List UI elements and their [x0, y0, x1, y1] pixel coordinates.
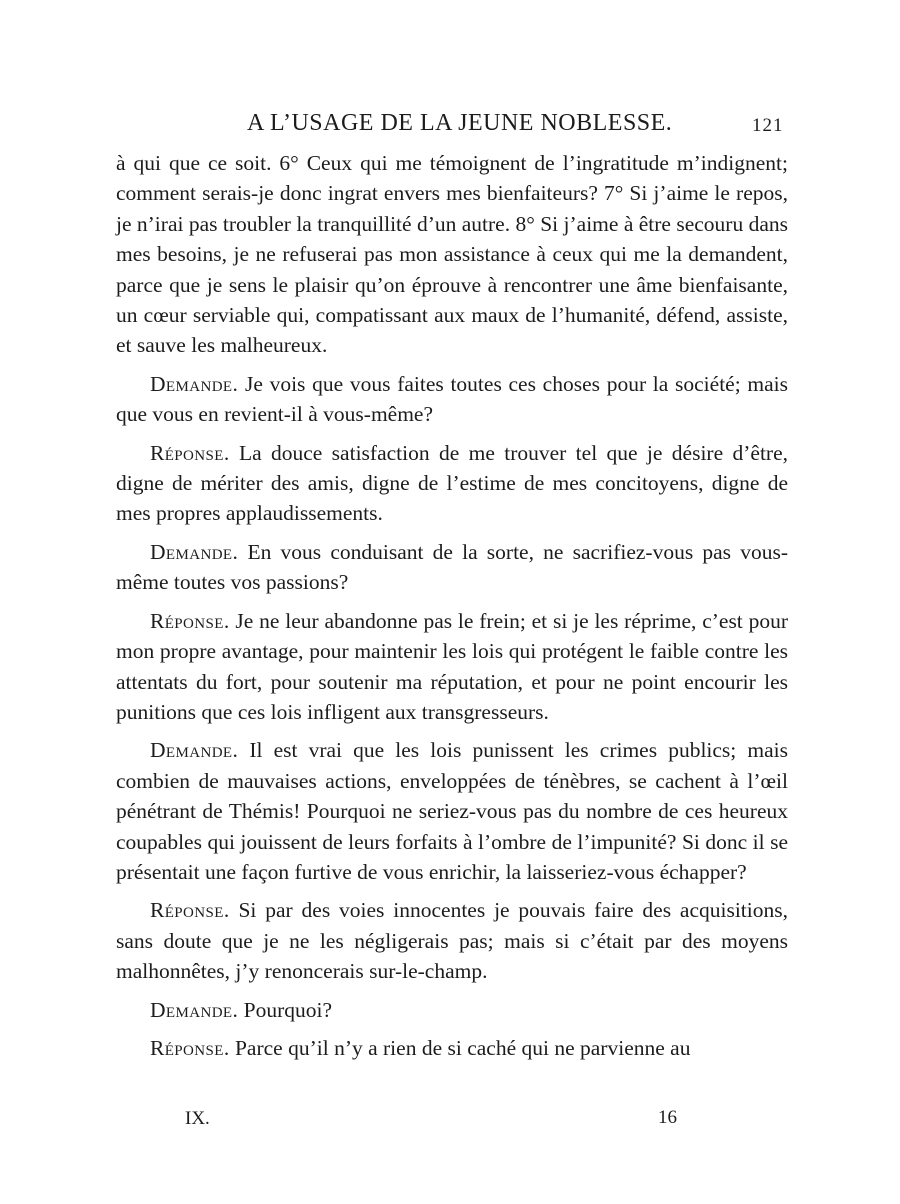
dialogue-paragraph [116, 995, 788, 1025]
speaker-label: Demande. [150, 539, 239, 564]
speaker-label: Demande. [150, 371, 239, 396]
paragraph-continuation [116, 148, 788, 361]
paragraph-text: à qui que ce soit. 6° Ceux qui me témoignent de l’ingratitude m’indignent; comment serais-je donc ingrat envers mes bienfaiteurs? 7° Si j’aime le repos, je n’irai pas troubler la tranquillité d’un autre. 8° Si j’aime à être secouru dans mes besoins, je ne refuserai pas mon assistance à ceux qui me la demandent, parce que je sens le plaisir qu’on éprouve à rencontrer une âme bienfaisante, un cœur serviable qui, compatissant aux maux de l’humanité, défend, assiste, et sauve les malheureux. [116, 151, 788, 358]
dialogue-paragraph [116, 438, 788, 529]
speaker-label: Réponse. [150, 608, 230, 633]
running-title: A L’USAGE DE LA JEUNE NOBLESSE. [247, 110, 673, 136]
paragraph-text: En vous conduisant de la sorte, ne sacrifiez-vous pas vous-même toutes vos passions? [116, 539, 789, 595]
signature-mark: IX. [185, 1108, 210, 1129]
body-text [116, 148, 788, 1063]
speaker-label: Réponse. [150, 898, 230, 923]
dialogue-paragraph [116, 606, 788, 728]
sheet-number: 16 [658, 1107, 677, 1128]
dialogue-paragraph [116, 1033, 788, 1063]
paragraph-text: Il est vrai que les lois punissent les crimes publics; mais combien de mauvaises actions, enveloppées de ténèbres, se cachent à l’œil pénétrant de Thémis! Pourquoi ne seriez-vous pas du nombre de ces heureux coupables qui jouissent de leurs forfaits à l’ombre de l’impunité? Si donc il se présentait une façon furtive de vous enrichir, la laisseriez-vous échapper? [116, 738, 788, 884]
paragraph-text: Parce qu’il n’y a rien de si caché qui ne parvienne au [234, 1035, 691, 1060]
page-number: 121 [752, 115, 784, 136]
speaker-label: Réponse. [150, 1035, 230, 1060]
dialogue-paragraph [116, 735, 788, 887]
dialogue-paragraph [116, 895, 788, 986]
dialogue-paragraph [116, 537, 788, 598]
paragraph-text: Je ne leur abandonne pas le frein; et si je les réprime, c’est pour mon propre avantage, pour maintenir les lois qui protégent le faible contre les attentats du fort, pour soutenir ma réputation, et pour ne point encourir les punitions que ces lois infligent aux transgresseurs. [116, 608, 789, 724]
speaker-label: Demande. [150, 997, 239, 1022]
paragraph-text: Pourquoi? [243, 997, 333, 1022]
paragraph-text: Si par des voies innocentes je pouvais faire des acquisitions, sans doute que je ne les négligerais pas; mais si c’était par des moyens malhonnêtes, j’y renoncerais sur-le-champ. [116, 898, 788, 984]
speaker-label: Réponse. [150, 440, 230, 465]
dialogue-paragraph [116, 369, 788, 430]
paragraph-text: Je vois que vous faites toutes ces choses pour la société; mais que vous en revient-il à vous-même? [116, 371, 788, 427]
speaker-label: Demande. [150, 738, 239, 763]
paragraph-text: La douce satisfaction de me trouver tel que je désire d’être, digne de mériter des amis, digne de l’estime de mes concitoyens, digne de mes propres applaudissements. [116, 440, 788, 526]
